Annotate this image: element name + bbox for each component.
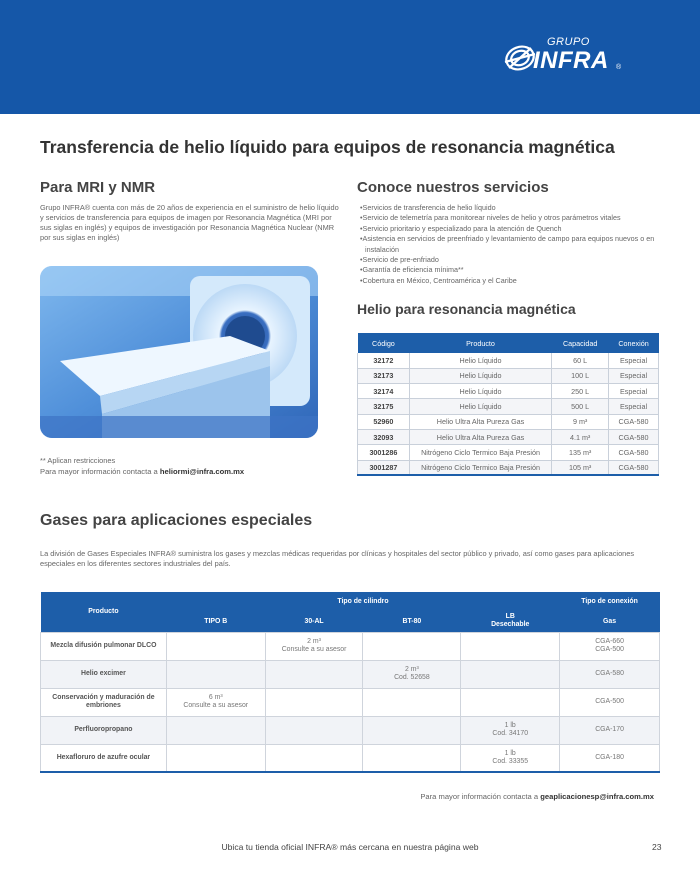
table-row [41,688,660,716]
cell-producto: Nitrógeno Ciclo Termico Baja Presión [409,460,551,475]
cell-codigo: 32174 [358,384,410,399]
list-item: • Servicio de telemetría para monitorear niveles de helio y otros parámetros vitales [357,213,662,223]
cell-producto: Helio Líquido [409,353,551,368]
mri-contact-email[interactable]: heliormi@infra.com.mx [159,467,245,476]
cell-capacidad: 4.1 m³ [552,429,609,444]
column-header-gas: Gas [560,611,660,632]
cell-tipo-b [166,660,265,688]
table-row [41,716,660,744]
cell-codigo: 52960 [358,414,410,429]
column-header-capacidad: Capacidad [552,333,609,353]
list-item: • Servicio prioritario y especializado para la atención de Quench [357,224,662,234]
cell-conexion: Especial [609,353,659,368]
column-header-30-al: 30-AL [265,611,363,632]
infra-logo-mark-icon [503,42,537,74]
cell-30-al: 2 m³ Consulte a su asesor [265,632,363,660]
column-header-lb-desechable: LB Desechable [461,611,560,632]
cell-conexion: CGA-580 [609,460,659,475]
mri-contact-prefix: Para mayor información contacta a [40,467,158,476]
list-item: • Garantía de eficiencia mínima** [357,265,662,275]
cell-lb-desechable [461,660,560,688]
mri-paragraph: Grupo INFRA® cuenta con más de 20 años de experiencia en el suministro de helio líquido y servicios de transferencia para equipos de imagen por Resonancia Magnética (MRI por sus siglas en inglés) y equipos de investigación por Resonancia Magnética Nuclear (NMR por sus siglas en inglés) [40,203,339,242]
gases-contact-prefix: Para mayor información contacta a [420,792,539,801]
services-list [357,203,662,286]
cell-capacidad: 500 L [552,399,609,414]
footer-text: Ubica tu tienda oficial INFRA® más cercana en nuestra página web [221,842,479,852]
cell-capacidad: 9 m³ [552,414,609,429]
cell-lb-desechable [461,688,560,716]
cell-capacidad: 60 L [552,353,609,368]
table-row [358,414,659,429]
cell-codigo: 32093 [358,429,410,444]
cell-conexion: Especial [609,384,659,399]
cell-producto: Nitrógeno Ciclo Termico Baja Presión [409,445,551,460]
logo-registered-mark: ® [616,64,622,71]
infra-logo[interactable] [503,36,628,78]
cell-lb-desechable [461,632,560,660]
gases-contact-line [420,792,654,801]
cell-30-al [265,660,363,688]
list-item: • Servicios de transferencia de helio líquido [357,203,662,213]
services-heading: Conoce nuestros servicios [357,179,549,196]
cell-producto: Hexafloruro de azufre ocular [41,744,167,772]
table-row [41,744,660,772]
cell-producto: Helio excimer [41,660,167,688]
cell-producto: Helio Líquido [409,368,551,383]
cell-producto: Helio Ultra Alta Pureza Gas [409,429,551,444]
cell-tipo-b [166,716,265,744]
mri-scanner-image [40,266,318,438]
logo-grupo-text: GRUPO [547,36,590,48]
table-row [358,353,659,368]
list-item: • Cobertura en México, Centroamérica y el Caribe [357,276,662,286]
column-header-tipo-cilindro: Tipo de cilindro [166,592,559,611]
cell-lb-desechable: 1 lb Cod. 34170 [461,716,560,744]
cell-producto: Helio Ultra Alta Pureza Gas [409,414,551,429]
cell-30-al [265,744,363,772]
cell-30-al [265,688,363,716]
gases-heading: Gases para aplicaciones especiales [40,512,313,529]
cell-producto: Helio Líquido [409,384,551,399]
cell-conexion: CGA-580 [609,429,659,444]
cell-gas: CGA-500 [560,688,660,716]
cell-codigo: 3001287 [358,460,410,475]
cell-tipo-b: 6 m³ Consulte a su asesor [166,688,265,716]
cell-bt-80: 2 m³ Cod. 52658 [363,660,461,688]
column-header-producto: Producto [41,592,167,632]
cell-tipo-b [166,744,265,772]
column-header-conexion: Conexión [609,333,659,353]
gases-contact-email[interactable]: geaplicacionesp@infra.com.mx [540,792,654,801]
cell-producto: Mezcla difusión pulmonar DLCO [41,632,167,660]
gases-paragraph: La división de Gases Especiales INFRA® suministra los gases y mezclas médicas requeridas por clínicas y hospitales del sector público y privado, así como gases para aplicaciones especiales en los diferentes sectores industriales del país. [40,549,635,568]
column-header-tipo-b: TIPO B [166,611,265,632]
table-row [41,660,660,688]
cell-lb-desechable: 1 lb Cod. 33355 [461,744,560,772]
table-row [358,399,659,414]
mri-heading: Para MRI y NMR [40,179,156,196]
table-row [41,632,660,660]
restrictions-note: ** Aplican restricciones [40,456,116,465]
cell-codigo: 32172 [358,353,410,368]
table-row [358,460,659,475]
cell-bt-80 [363,744,461,772]
cell-conexion: Especial [609,368,659,383]
column-header-bt-80: BT-80 [363,611,461,632]
cell-capacidad: 250 L [552,384,609,399]
column-header-producto: Producto [409,333,551,353]
cell-conexion: CGA-580 [609,414,659,429]
cell-capacidad: 100 L [552,368,609,383]
cell-codigo: 32173 [358,368,410,383]
cell-bt-80 [363,632,461,660]
cell-bt-80 [363,716,461,744]
table-row [358,445,659,460]
cell-codigo: 3001286 [358,445,410,460]
page-header [0,0,700,114]
list-item: • Servicio de pre-enfriado [357,255,662,265]
logo-infra-text: INFRA [533,47,609,74]
cell-tipo-b [166,632,265,660]
cell-30-al [265,716,363,744]
table-row [358,429,659,444]
cell-bt-80 [363,688,461,716]
cell-producto: Conservación y maduración de embriones [41,688,167,716]
cell-gas: CGA-660 CGA-500 [560,632,660,660]
helio-table [357,333,659,476]
cell-codigo: 32175 [358,399,410,414]
list-item: • Asistencia en servicios de preenfriado y levantamiento de campo para equipos nuevos o en instalación [357,234,662,255]
cell-conexion: CGA-580 [609,445,659,460]
helio-table-heading: Helio para resonancia magnética [357,301,576,317]
page-title: Transferencia de helio líquido para equipos de resonancia magnética [40,137,615,157]
column-header-codigo: Código [358,333,410,353]
cell-capacidad: 135 m³ [552,445,609,460]
cell-gas: CGA-170 [560,716,660,744]
cell-producto: Perfluoropropano [41,716,167,744]
page-number: 23 [652,842,662,852]
mri-contact-line [40,467,244,476]
table-row [358,384,659,399]
cell-conexion: Especial [609,399,659,414]
cell-gas: CGA-180 [560,744,660,772]
column-header-tipo-conexion: Tipo de conexión [560,592,660,611]
gases-table [40,592,660,773]
cell-gas: CGA-580 [560,660,660,688]
table-row [358,368,659,383]
cell-capacidad: 105 m³ [552,460,609,475]
cell-producto: Helio Líquido [409,399,551,414]
